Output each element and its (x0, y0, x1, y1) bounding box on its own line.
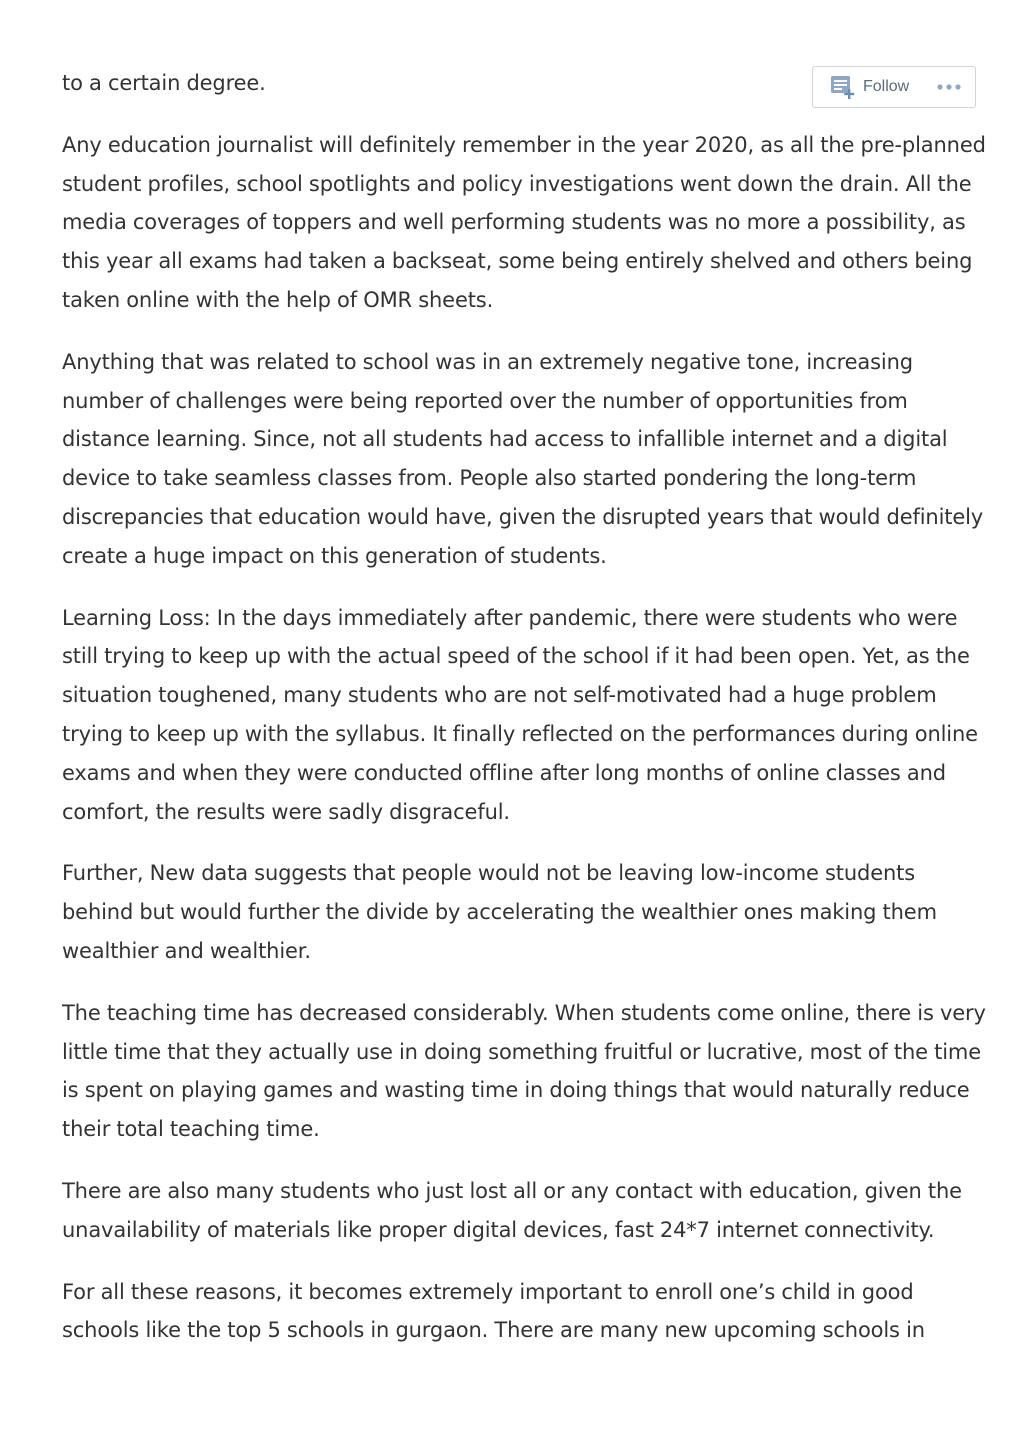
follow-label: Follow (863, 78, 910, 95)
article-paragraph: For all these reasons, it becomes extremely important to enroll one’s child in good schools like the top 5 schools in gurgaon. There are many new upcoming schools in (62, 1279, 925, 1343)
follow-toolbar (812, 66, 976, 108)
article-paragraph: Further, New data suggests that people would not be leaving low-income students behind but would further the divide by accelerating the wealthier ones making them wealthier and wealthier. (62, 861, 937, 963)
article-paragraph: The teaching time has decreased considerably. When students come online, there is very little time that they actually use in doing something fruitful or lucrative, most of the time is spent on playing games and wasting time in doing things that would naturally reduce their total teaching time. (62, 1000, 986, 1142)
article-paragraph: There are also many students who just lost all or any contact with education, given the unavailability of materials like proper digital devices, fast 24*7 internet connectivity. (62, 1178, 962, 1242)
follow-list-plus-icon (830, 74, 856, 100)
article-paragraph: Learning Loss: In the days immediately after pandemic, there were students who were still trying to keep up with the actual speed of the school if it had been open. Yet, as the situation toughened, many students who are not self-motivated had a huge problem trying to keep up with the syllabus. It finally reflected on the performances during online exams and when they were conducted offline after long months of online classes and comfort, the results were sadly disgraceful. (62, 605, 978, 824)
follow-button[interactable] (813, 67, 909, 107)
more-dots-icon (936, 83, 962, 91)
article-paragraph: Anything that was related to school was in an extremely negative tone, increasing number of challenges were being reported over the number of opportunities from distance learning. Since, not all students had access to infallible internet and a digital device to take seamless classes from. People also started pondering the long-term discrepancies that education would have, given the disrupted years that would definitely create a huge impact on this generation of students. (62, 349, 984, 568)
article-paragraph: Any education journalist will definitely remember in the year 2020, as all the pre-planned student profiles, school spotlights and policy investigations went down the drain. All the media coverages of toppers and well performing students was no more a possibility, as this year all exams had taken a backseat, some being entirely shelved and others being taken online with the help of OMR sheets. (62, 132, 986, 312)
article-body (62, 64, 992, 1373)
more-options-button[interactable] (936, 75, 962, 99)
article-paragraph: to a certain degree. (62, 71, 266, 95)
